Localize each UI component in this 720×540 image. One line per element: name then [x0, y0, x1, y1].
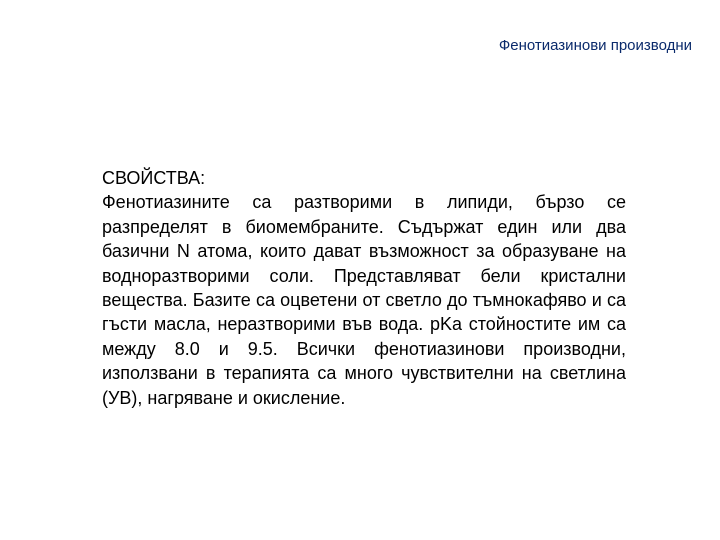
body-paragraph: Фенотиазините са разтворими в липиди, бързо се разпределят в биомембраните. Съдържат един или два базични N атома, които дават възможност за образуване на водноразтворими соли. Представляват бели кристални вещества. Базите са оцветени от светло до тъмнокафяво и са гъсти масла, неразтворими във вода. pKa стойностите им са между 8.0 и 9.5. Всички фенотиазинови производни, използвани в терапията са много чувствителни на светлина (УВ), нагряване и окисление.: [102, 192, 626, 408]
slide-title: Фенотиазинови производни: [498, 37, 692, 54]
content-block: [102, 166, 626, 410]
section-heading: СВОЙСТВА:: [102, 168, 206, 188]
